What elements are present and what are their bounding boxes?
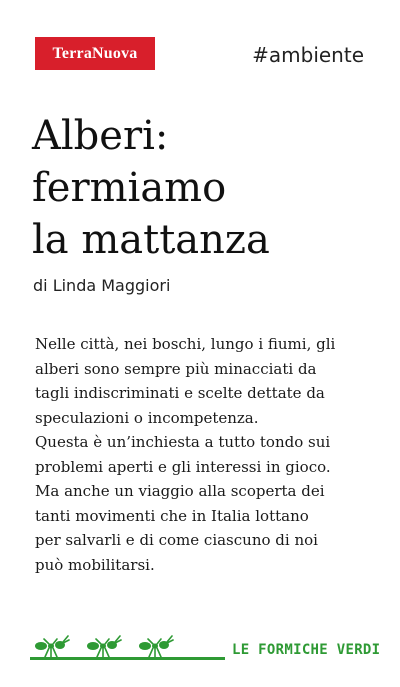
book-title (32, 110, 372, 266)
blurb-line: tanti movimenti che in Italia lottano (35, 506, 309, 525)
title-line-1: Alberi: (32, 113, 169, 159)
series-label: LE FORMICHE VERDI (232, 642, 381, 658)
blurb-text (35, 332, 375, 577)
category-tag: #ambiente (252, 43, 364, 67)
title-line-3: la mattanza (32, 217, 270, 263)
blurb-line: alberi sono sempre più minacciati da (35, 359, 317, 378)
ant-icon (82, 632, 122, 658)
blurb-line: speculazioni o incompetenza. (35, 408, 259, 427)
blurb-line: problemi aperti e gli interessi in gioco. (35, 457, 331, 476)
blurb-line: per salvarli e di come ciascuno di noi (35, 531, 318, 549)
blurb-line: Questa è un’inchiesta a tutto tondo sui (35, 433, 331, 451)
author-line: di Linda Maggiori (33, 276, 171, 295)
ant-icon (30, 632, 70, 658)
green-divider (30, 657, 225, 660)
blurb-line: può mobilitarsi. (35, 555, 155, 574)
blurb-line: tagli indiscriminati e scelte dettate da (35, 384, 325, 402)
publisher-logo (35, 37, 155, 70)
ant-icon (134, 632, 174, 658)
blurb-line: Nelle città, nei boschi, lungo i fiumi, gli (35, 335, 336, 353)
blurb-line: Ma anche un viaggio alla scoperta dei (35, 482, 325, 500)
series-footer (0, 628, 400, 668)
title-line-2: fermiamo (32, 165, 227, 211)
publisher-logo-text: TerraNuova (52, 44, 138, 62)
